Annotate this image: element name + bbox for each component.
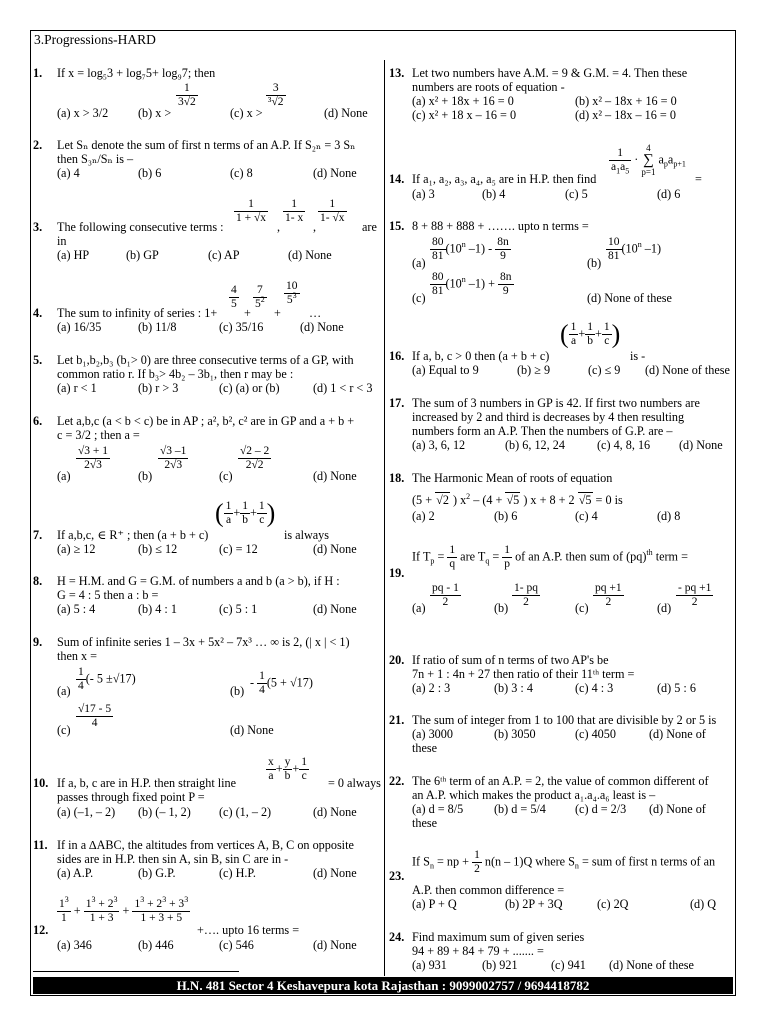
option-b: (b) 2P + 3Q — [505, 897, 563, 911]
option-b: (b) — [138, 469, 153, 483]
option-b: (b) 3 : 4 — [494, 681, 533, 695]
option-d: (d) 5 : 6 — [657, 681, 696, 695]
question-text: c = 3/2 ; then a = — [57, 428, 140, 442]
option-d: (d) — [657, 601, 672, 615]
option-a: (a) P + Q — [412, 897, 457, 911]
option-c: (c) 8 — [230, 166, 253, 180]
question-text: = 0 always — [328, 776, 381, 790]
option-a: (a) — [57, 684, 71, 698]
question-number: 4. — [33, 306, 43, 320]
divider — [33, 971, 239, 972]
option-b: (b) — [494, 601, 509, 615]
option-d: (d) None — [313, 866, 357, 880]
question-text: these — [412, 741, 438, 755]
option-c: (c) x > — [230, 106, 263, 120]
question-text: is always — [284, 528, 330, 542]
fraction: $\frac{1}{1- x}$ — [285, 198, 304, 224]
option-a: (a) 16/35 — [57, 320, 102, 334]
question-number: 10. — [33, 776, 49, 790]
option-b: (b) 6, 12, 24 — [505, 438, 565, 452]
question-text: are — [362, 220, 377, 234]
question-text: 94 + 89 + 84 + 79 + ....... = — [412, 944, 544, 958]
option-b: (b) x > — [138, 106, 172, 120]
expression: $\frac{80}{81}$ (10$^n$ –1) - $\frac{8n}{9}$ — [432, 236, 509, 262]
option-a: (a) — [412, 256, 426, 270]
question-text: The Harmonic Mean of roots of equation — [412, 471, 613, 485]
option-c: (c) H.P. — [219, 866, 256, 880]
question-number: 7. — [33, 528, 43, 542]
option-d: (d) None of — [649, 802, 706, 816]
option-c: (c) 5 — [565, 187, 588, 201]
question-number: 17. — [389, 396, 405, 410]
option-a: (a) 3, 6, 12 — [412, 438, 466, 452]
fraction: $\frac{3}{\text{³√2}}$ — [268, 82, 284, 108]
option-a: (a) 2 : 3 — [412, 681, 451, 695]
question-number: 5. — [33, 353, 43, 367]
question-text: The sum of integer from 1 to 100 that are divisible by 2 or 5 is — [412, 713, 717, 727]
question-text: The 6ᵗʰ term of an A.P. = 2, the value of common different of — [412, 774, 709, 788]
question-number: 2. — [33, 138, 43, 152]
question-text: then x = — [57, 649, 98, 663]
option-a: (a) r < 1 — [57, 381, 97, 395]
question-text: sides are in H.P. then sin A, sin B, sin C are in - — [57, 852, 289, 866]
question-text: The sum to infinity of series : 1+ — [57, 306, 218, 320]
option-c: (c) x² + 18 x – 16 = 0 — [412, 108, 517, 122]
question-number: 12. — [33, 923, 49, 937]
question-text: Sum of infinite series 1 – 3x + 5x² – 7x³ … ∞ is 2, (| x | < 1) — [57, 635, 350, 649]
option-a: (a) ≥ 12 — [57, 542, 96, 556]
option-d: (d) None — [679, 438, 723, 452]
question-text: If in a ∆ABC, the altitudes from vertices A, B, C on opposite — [57, 838, 354, 852]
question-text: Let Sₙ denote the sum of first n terms of an A.P. If S₂ₙ = 3 Sₙ — [57, 138, 356, 152]
option-c: (c) 5 : 1 — [219, 602, 258, 616]
expression: $\frac{80}{81}$ (10$^n$ –1) + $\frac{8n}{9}$ — [432, 271, 512, 297]
option-a: (a) Equal to 9 — [412, 363, 479, 377]
option-c: (c) (1, – 2) — [219, 805, 272, 819]
option-c: (c) 941 — [551, 958, 586, 972]
fraction: $\frac{4}{5}$ — [231, 284, 237, 310]
option-d: (d) None of these — [645, 363, 730, 377]
question-number: 13. — [389, 66, 405, 80]
question-text: 7n + 1 : 4n + 27 then ratio of their 11ᵗʰ term = — [412, 667, 635, 681]
fraction: $\frac{1}{3√2}$ — [178, 82, 196, 108]
fraction: $\frac{√3 + 1}{2√3}$ — [78, 445, 109, 471]
expression: - $\frac{1}{4}$ (5 + √17) — [250, 670, 313, 696]
option-d: (d) None — [313, 938, 357, 952]
option-c: (c) d = 2/3 — [575, 802, 627, 816]
option-a: (a) 3 — [412, 187, 435, 201]
fraction: $\frac{pq - 1}{2}$ — [432, 582, 459, 608]
option-b: (b) — [230, 684, 245, 698]
option-b: (b) GP — [126, 248, 159, 262]
equation: (5 + √2 ) $x^2 - (4 + √5$ ) x + 8 + 2 √5 = 0 is — [412, 491, 623, 507]
line-equation: $\frac{x}{a}$ + $\frac{y}{b}$ + $\frac{1}{c}$ — [268, 756, 307, 782]
question-number: 15. — [389, 219, 405, 233]
expression: $\frac{10}{81}$ (10$^n$ –1) — [608, 236, 662, 262]
option-a: (a) (–1, – 2) — [57, 805, 116, 819]
question-text: Find maximum sum of given series — [412, 930, 585, 944]
question-number: 21. — [389, 713, 405, 727]
question-text: If $S_n$ = np + $\frac{1}{2}$ n(n – 1)Q where $S_n$ = sum of first n terms of an — [412, 849, 716, 875]
option-c: (c) 4, 8, 16 — [597, 438, 651, 452]
option-b: (b) 11/8 — [138, 320, 177, 334]
question-number: 3. — [33, 220, 43, 234]
question-text: is - — [630, 349, 646, 363]
series-expression: $\frac{1^3}{1}$ + $\frac{1^3 + 2^3}{1 + 3}$ + $\frac{1^3 + 2^3 + 3^3}{1 + 3 + 5}$ — [59, 895, 189, 924]
question-text: G = 4 : 5 then a : b = — [57, 588, 159, 602]
option-a: (a) 4 — [57, 166, 80, 180]
option-b: (b) 921 — [482, 958, 518, 972]
option-b: (b) 4 : 1 — [138, 602, 177, 616]
question-number: 24. — [389, 930, 405, 944]
question-text: The sum of 3 numbers in GP is 42. If first two numbers are — [412, 396, 700, 410]
question-text: If $T_p$ = $\frac{1}{q}$ are $T_q$ = $\frac{1}{p}$ of an A.P. then sum of (pq)$^{th}$ term = — [412, 544, 688, 570]
question-number: 8. — [33, 574, 43, 588]
option-a: (a) A.P. — [57, 866, 94, 880]
option-c: (c) — [219, 469, 233, 483]
option-a: (a) 2 — [412, 509, 435, 523]
option-b: (b) d = 5/4 — [494, 802, 546, 816]
question-text: an A.P. which makes the product a₁.a₄.a₆ least is – — [412, 788, 656, 802]
reciprocal-sum: ( $\frac{1}{a}$ + $\frac{1}{b}$ + $\frac{1}{c}$ ) — [215, 498, 276, 528]
option-a: (a) — [412, 601, 426, 615]
option-b: (b) 446 — [138, 938, 174, 952]
option-d: (d) 8 — [657, 509, 681, 523]
option-d: (d) None — [288, 248, 332, 262]
option-d: (d) 1 < r < 3 — [313, 381, 373, 395]
question-text: passes through fixed point P = — [57, 790, 205, 804]
option-b: (b) G.P. — [138, 866, 176, 880]
option-a: (a) 5 : 4 — [57, 602, 96, 616]
option-a: (a) HP — [57, 248, 90, 262]
option-a: (a) — [57, 469, 71, 483]
option-d: (d) x² – 18x – 16 = 0 — [575, 108, 676, 122]
option-d: (d) None — [313, 166, 357, 180]
option-b: (b) ≥ 9 — [517, 363, 551, 377]
fraction: $\frac{√2 - 2}{2√2}$ — [240, 445, 270, 471]
fraction: $\frac{10}{5^3}$ — [286, 280, 298, 306]
question-number: 20. — [389, 653, 405, 667]
question-number: 19. — [389, 566, 405, 580]
question-text: numbers are roots of equation - — [412, 80, 565, 94]
option-d: (d) None — [313, 602, 357, 616]
question-text: Let b₁,b₂,b₃ (b₁> 0) are three consecutive terms of a GP, with — [57, 353, 354, 367]
question-number: 16. — [389, 349, 405, 363]
option-d: (d) None — [313, 542, 357, 556]
option-b: (b) (– 1, 2) — [138, 805, 191, 819]
question-number: 11. — [33, 838, 48, 852]
question-number: 1. — [33, 66, 43, 80]
question-text: If ratio of sum of n terms of two AP's be — [412, 653, 609, 667]
option-c: (c) 546 — [219, 938, 254, 952]
option-c: (c) (a) or (b) — [219, 381, 280, 395]
option-d: (d) None of — [649, 727, 706, 741]
option-d: (d) None of these — [609, 958, 694, 972]
option-d: (d) None of these — [587, 291, 672, 305]
option-a: (a) d = 8/5 — [412, 802, 464, 816]
reciprocal-sum: ( $\frac{1}{a}$ + $\frac{1}{b}$ + $\frac{1}{c}$ ) — [560, 319, 621, 349]
option-c: (c) 4 : 3 — [575, 681, 614, 695]
option-c: (c) ≤ 9 — [588, 363, 621, 377]
fraction: $\frac{- pq +1}{2}$ — [678, 582, 712, 608]
question-text: If a, b, c > 0 then (a + b + c) — [412, 349, 550, 363]
question-text: Let a,b,c (a < b < c) be in AP ; a², b², c² are in GP and a + b + — [57, 414, 355, 428]
option-c: (c) 35/16 — [219, 320, 264, 334]
option-c: (c) 2Q — [597, 897, 629, 911]
fraction: $\frac{1}{1 + √x}$ — [236, 198, 267, 224]
option-b: (b) r > 3 — [138, 381, 179, 395]
option-c: (c) 4050 — [575, 727, 616, 741]
option-a: (a) 346 — [57, 938, 92, 952]
option-b: (b) 4 — [482, 187, 506, 201]
option-a: (a) 3000 — [412, 727, 453, 741]
question-text: A.P. then common difference = — [412, 883, 565, 897]
question-number: 22. — [389, 774, 405, 788]
question-text: numbers form an A.P. Then the numbers of G.P. are – — [412, 424, 673, 438]
question-number: 18. — [389, 471, 405, 485]
fraction: $\frac{√17 - 5}{4}$ — [78, 703, 112, 729]
option-b: (b) 6 — [494, 509, 518, 523]
fraction: $\frac{1- pq}{2}$ — [514, 582, 538, 608]
option-a: (a) 931 — [412, 958, 447, 972]
question-number: 9. — [33, 635, 43, 649]
question-text: If a,b,c, ∈ R⁺ ; then (a + b + c) — [57, 528, 209, 542]
fraction: $\frac{7}{5^2}$ — [255, 284, 265, 310]
page-title: 3.Progressions-HARD — [34, 32, 156, 47]
question-text: increased by 2 and third is decreases by 4 then resulting — [412, 410, 685, 424]
question-number: 14. — [389, 172, 405, 186]
option-d: (d) None — [313, 469, 357, 483]
option-a: (a) x² + 18x + 16 = 0 — [412, 94, 514, 108]
option-d: (d) 6 — [657, 187, 681, 201]
question-text: common ratio r. If b₃> 4b₂ – 3b₁, then r may be : — [57, 367, 294, 381]
question-number: 6. — [33, 414, 43, 428]
fraction: $\frac{pq +1}{2}$ — [595, 582, 622, 608]
question-text: The following consecutive terms : — [57, 220, 224, 234]
option-b: (b) 6 — [138, 166, 162, 180]
option-b: (b) — [587, 256, 602, 270]
fraction: $\frac{1}{1- √x}$ — [320, 198, 345, 224]
question-text: If x = log₅3 + log₇5+ log₉7; then — [57, 66, 216, 80]
option-d: (d) None — [313, 805, 357, 819]
question-number: 23. — [389, 869, 405, 883]
option-d: (d) None — [230, 723, 274, 737]
option-c: (c) = 12 — [219, 542, 258, 556]
sum-expression: $\frac{1}{a_1a_5}$ · 4 ∑ p=1 $a_pa_{p+1}$ — [611, 143, 686, 177]
question-text: then S₃ₙ/Sₙ is – — [57, 152, 134, 166]
option-d: (d) Q — [690, 897, 717, 911]
option-c: (c) — [57, 723, 71, 737]
question-text: If a, b, c are in H.P. then straight line — [57, 776, 237, 790]
option-d: (d) None — [300, 320, 344, 334]
option-d: (d) None — [324, 106, 368, 120]
option-b: (b) x² – 18x + 16 = 0 — [575, 94, 677, 108]
question-text: H = H.M. and G = G.M. of numbers a and b (a > b), if H : — [57, 574, 340, 588]
question-text: If a₁, a₂, a₃, a₄, a₅ are in H.P. then find — [412, 172, 597, 186]
option-a: (a) x > 3/2 — [57, 106, 109, 120]
option-c: (c) — [575, 601, 589, 615]
footer-bar: H.N. 481 Sector 4 Keshavepura kota Rajasthan : 9099002757 / 9694418782 — [33, 977, 733, 994]
question-text: 8 + 88 + 888 + ……. upto n terms = — [412, 219, 589, 233]
fraction: $\frac{√3 -1}{2√3}$ — [160, 445, 187, 471]
question-text: Let two numbers have A.M. = 9 & G.M. = 4. Then these — [412, 66, 688, 80]
question-text: in — [57, 234, 67, 248]
question-text: these — [412, 816, 438, 830]
option-c: (c) AP — [208, 248, 240, 262]
option-b: (b) ≤ 12 — [138, 542, 178, 556]
option-c: (c) — [412, 291, 426, 305]
expression: $\frac{1}{4}$ (- 5 ±√17) — [78, 666, 136, 692]
option-c: (c) 4 — [575, 509, 598, 523]
question-text: +…. upto 16 terms = — [197, 923, 300, 937]
column-divider — [384, 60, 385, 976]
option-b: (b) 3050 — [494, 727, 536, 741]
